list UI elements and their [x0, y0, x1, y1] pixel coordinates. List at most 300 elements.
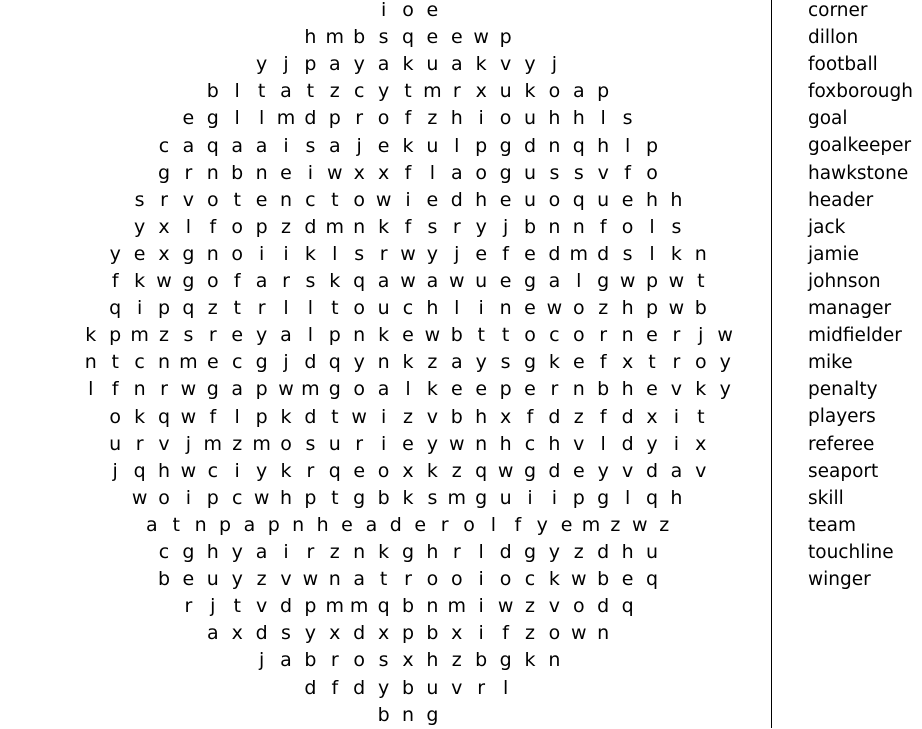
grid-letter: p — [645, 134, 659, 157]
grid-letter: w — [497, 595, 514, 618]
grid-letter: w — [253, 486, 270, 509]
grid-letter: r — [306, 459, 315, 482]
grid-letter: o — [353, 649, 365, 672]
grid-letter: g — [523, 459, 537, 482]
grid-letter: w — [619, 270, 636, 292]
grid-letter: m — [325, 595, 345, 618]
grid-letter: z — [403, 405, 413, 428]
grid-letter: t — [501, 324, 510, 347]
grid-letter: e — [133, 242, 146, 265]
grid-letter: s — [305, 134, 316, 157]
word-list-item: skill — [808, 487, 844, 509]
grid-letter: a — [572, 80, 585, 103]
grid-letter: p — [572, 486, 585, 509]
grid-letter: p — [267, 513, 280, 536]
grid-letter: w — [473, 26, 489, 49]
grid-letter: m — [325, 215, 345, 238]
grid-letter: h — [426, 541, 439, 563]
grid-letter: q — [109, 297, 122, 320]
grid-letter: r — [599, 324, 608, 347]
grid-letter: c — [524, 568, 536, 591]
grid-letter: k — [378, 541, 390, 563]
grid-letter: r — [306, 541, 315, 563]
grid-letter: n — [353, 541, 366, 563]
grid-letter: b — [401, 676, 415, 699]
grid-letter: b — [475, 649, 488, 672]
grid-letter: z — [281, 215, 291, 238]
grid-letter: r — [379, 242, 388, 265]
grid-letter: j — [502, 215, 509, 238]
grid-letter: n — [377, 351, 390, 374]
grid-letter: g — [182, 270, 195, 292]
grid-letter: p — [401, 622, 415, 645]
grid-letter: o — [377, 459, 390, 482]
grid-letter: d — [304, 405, 317, 428]
grid-letter: l — [283, 297, 289, 320]
grid-letter: k — [426, 378, 438, 401]
grid-letter: l — [600, 432, 606, 455]
grid-letter: i — [283, 242, 289, 265]
grid-letter: q — [206, 134, 219, 157]
grid-letter: o — [353, 378, 365, 401]
grid-letter: m — [569, 242, 589, 265]
grid-letter: t — [331, 188, 339, 211]
grid-letter: y — [426, 242, 439, 265]
grid-letter: y — [377, 80, 390, 103]
grid-letter: v — [451, 676, 463, 699]
grid-letter: d — [389, 513, 402, 536]
grid-letter: q — [572, 134, 585, 157]
grid-letter: y — [133, 215, 146, 238]
grid-letter: i — [380, 405, 387, 428]
word-list-item: players — [808, 406, 876, 428]
grid-letter: f — [599, 351, 607, 374]
word-list-item: hawkstone — [808, 162, 909, 184]
grid-letter: z — [525, 622, 535, 645]
grid-letter: a — [450, 53, 463, 76]
word-list-item: jamie — [808, 243, 860, 265]
grid-letter: n — [548, 649, 561, 672]
grid-letter: s — [573, 161, 584, 184]
grid-letter: g — [157, 161, 171, 184]
grid-letter: e — [621, 188, 634, 211]
grid-letter: z — [159, 324, 169, 347]
grid-letter: w — [180, 459, 197, 482]
grid-letter: f — [209, 215, 217, 238]
grid-letter: u — [377, 297, 390, 320]
grid-letter: b — [377, 486, 390, 509]
grid-letter: e — [475, 242, 488, 265]
grid-letter: s — [427, 215, 438, 238]
grid-letter: n — [255, 161, 268, 184]
grid-letter: y — [524, 53, 536, 76]
grid-letter: w — [180, 405, 197, 428]
grid-letter: e — [414, 513, 427, 536]
grid-letter: y — [377, 676, 390, 699]
grid-letter: d — [645, 459, 659, 482]
grid-letter: z — [659, 513, 670, 536]
grid-letter: p — [109, 324, 122, 347]
grid-letter: k — [524, 80, 536, 103]
grid-letter: m — [130, 324, 149, 347]
grid-letter: d — [597, 541, 610, 563]
grid-letter: l — [502, 676, 509, 699]
grid-letter: w — [424, 324, 441, 347]
grid-letter: h — [621, 541, 634, 563]
grid-letter: n — [328, 568, 341, 591]
grid-letter: j — [283, 53, 289, 76]
grid-letter: g — [255, 351, 268, 374]
grid-letter: l — [185, 215, 192, 238]
grid-letter: q — [133, 459, 146, 482]
grid-letter: p — [218, 513, 232, 536]
grid-letter: y — [255, 459, 268, 482]
grid-letter: e — [402, 324, 414, 347]
grid-letter: z — [427, 107, 438, 130]
grid-letter: n — [694, 242, 707, 265]
grid-letter: r — [452, 541, 461, 563]
grid-letter: r — [282, 270, 290, 292]
grid-letter: u — [645, 541, 659, 563]
grid-letter: y — [548, 541, 561, 563]
grid-letter: l — [332, 242, 338, 265]
grid-letter: s — [427, 486, 438, 509]
grid-letter: f — [526, 405, 534, 428]
grid-letter: y — [719, 351, 731, 374]
grid-letter: e — [377, 134, 390, 157]
grid-letter: o — [548, 622, 561, 645]
grid-letter: k — [134, 405, 146, 428]
grid-letter: u — [206, 568, 219, 591]
grid-letter: h — [670, 188, 683, 211]
grid-letter: p — [157, 297, 171, 320]
grid-letter: u — [328, 432, 341, 455]
grid-letter: x — [646, 405, 658, 428]
grid-letter: w — [449, 432, 465, 455]
grid-letter: l — [454, 134, 460, 157]
grid-letter: o — [499, 107, 512, 130]
grid-letter: l — [258, 107, 265, 130]
grid-letter: d — [304, 351, 317, 374]
grid-letter: f — [599, 215, 607, 238]
grid-letter: k — [548, 568, 560, 591]
grid-letter: i — [478, 595, 484, 618]
grid-letter: n — [353, 215, 366, 238]
grid-letter: w — [449, 270, 465, 292]
grid-letter: z — [329, 541, 340, 563]
grid-letter: b — [401, 595, 415, 618]
grid-letter: a — [206, 622, 219, 645]
grid-letter: a — [328, 134, 341, 157]
grid-letter: u — [523, 107, 537, 130]
grid-letter: b — [157, 568, 171, 591]
grid-letter: l — [234, 107, 240, 130]
grid-letter: w — [668, 297, 685, 320]
grid-letter: j — [283, 351, 289, 374]
word-list-item: touchline — [808, 541, 894, 563]
grid-letter: e — [426, 26, 439, 49]
grid-letter: a — [182, 134, 195, 157]
word-list-item: midfielder — [808, 325, 902, 347]
grid-letter: i — [283, 134, 289, 157]
grid-letter: e — [572, 459, 585, 482]
grid-letter: o — [280, 432, 292, 455]
grid-letter: m — [325, 26, 345, 49]
grid-letter: m — [252, 432, 271, 455]
grid-letter: c — [134, 351, 145, 374]
grid-letter: i — [527, 486, 533, 509]
grid-letter: w — [375, 188, 392, 211]
grid-letter: e — [280, 161, 292, 184]
grid-letter: r — [208, 324, 217, 347]
grid-letter: w — [546, 297, 563, 320]
grid-letter: b — [597, 568, 610, 591]
grid-letter: g — [523, 541, 537, 563]
grid-letter: z — [598, 297, 609, 320]
grid-letter: i — [478, 622, 484, 645]
grid-letter: d — [523, 134, 537, 157]
grid-letter: e — [353, 459, 366, 482]
grid-letter: e — [524, 242, 536, 265]
grid-letter: t — [233, 297, 241, 320]
grid-letter: e — [560, 513, 573, 536]
word-list-item: dillon — [808, 27, 859, 49]
grid-letter: v — [548, 595, 561, 618]
grid-letter: x — [621, 351, 634, 374]
grid-letter: w — [156, 270, 172, 292]
grid-letter: g — [426, 703, 439, 726]
grid-letter: r — [257, 297, 266, 320]
grid-letter: r — [404, 568, 412, 591]
grid-letter: d — [255, 622, 268, 645]
grid-letter: z — [525, 595, 535, 618]
grid-letter: t — [257, 80, 266, 103]
grid-letter: e — [341, 513, 353, 536]
word-list-item: referee — [808, 433, 875, 455]
grid-letter: q — [621, 595, 634, 618]
grid-letter: h — [426, 649, 439, 672]
grid-letter: w — [180, 378, 197, 401]
grid-letter: c — [207, 459, 219, 482]
grid-letter: n — [572, 215, 585, 238]
grid-letter: t — [172, 513, 180, 536]
grid-letter: d — [621, 432, 634, 455]
grid-letter: r — [550, 378, 559, 401]
grid-letter: c — [353, 80, 365, 103]
grid-letter: h — [475, 405, 488, 428]
grid-letter: s — [549, 161, 560, 184]
grid-letter: h — [621, 297, 634, 320]
grid-letter: i — [551, 486, 558, 509]
grid-letter: r — [672, 351, 681, 374]
grid-letter: l — [307, 297, 314, 320]
grid-letter: o — [109, 405, 121, 428]
grid-letter: f — [624, 161, 631, 184]
grid-letter: w — [327, 161, 343, 184]
grid-letter: i — [185, 486, 192, 509]
grid-letter: v — [255, 595, 268, 618]
grid-letter: t — [233, 188, 241, 211]
grid-letter: f — [209, 405, 217, 428]
grid-letter: b — [304, 649, 317, 672]
column-divider — [771, 0, 772, 728]
grid-letter: o — [426, 568, 439, 591]
grid-letter: d — [304, 215, 317, 238]
grid-letter: o — [572, 324, 585, 347]
grid-letter: g — [328, 378, 341, 401]
grid-letter: w — [351, 405, 367, 428]
grid-letter: z — [232, 432, 243, 455]
grid-letter: u — [109, 432, 122, 455]
grid-letter: w — [632, 513, 648, 536]
grid-letter: h — [548, 107, 561, 130]
grid-letter: i — [380, 432, 387, 455]
grid-letter: i — [136, 297, 143, 320]
grid-letter: f — [502, 242, 509, 265]
grid-letter: i — [478, 568, 484, 591]
grid-letter: e — [475, 378, 488, 401]
grid-letter: p — [328, 107, 341, 130]
grid-letter: o — [548, 80, 561, 103]
grid-letter: f — [111, 270, 119, 292]
grid-letter: f — [514, 513, 522, 536]
grid-letter: n — [292, 513, 305, 536]
grid-letter: p — [475, 134, 488, 157]
grid-letter: n — [572, 378, 585, 401]
grid-letter: r — [440, 513, 449, 536]
grid-letter: u — [426, 676, 439, 699]
grid-letter: w — [717, 324, 733, 347]
grid-letter: q — [401, 26, 415, 49]
grid-letter: x — [475, 80, 487, 103]
grid-letter: j — [356, 134, 362, 157]
grid-letter: u — [523, 161, 537, 184]
grid-letter: x — [353, 161, 365, 184]
grid-letter: g — [182, 541, 195, 563]
grid-letter: b — [597, 378, 610, 401]
grid-letter: x — [158, 242, 170, 265]
grid-letter: c — [402, 297, 414, 320]
grid-letter: i — [673, 405, 680, 428]
grid-letter: l — [454, 297, 460, 320]
grid-letter: g — [182, 242, 195, 265]
grid-letter: k — [402, 486, 414, 509]
grid-letter: m — [581, 513, 601, 536]
grid-letter: a — [450, 351, 463, 374]
grid-letter: c — [305, 188, 316, 211]
grid-letter: o — [548, 188, 561, 211]
grid-letter: g — [475, 486, 488, 509]
grid-letter: e — [646, 324, 658, 347]
grid-letter: h — [157, 459, 171, 482]
word-list-item: manager — [808, 298, 892, 320]
grid-letter: y — [646, 432, 658, 455]
grid-letter: n — [206, 161, 219, 184]
grid-letter: b — [426, 622, 439, 645]
grid-letter: o — [158, 486, 170, 509]
grid-letter: s — [622, 242, 633, 265]
grid-letter: n — [597, 622, 610, 645]
grid-letter: m — [203, 432, 223, 455]
grid-letter: x — [451, 622, 463, 645]
grid-letter: w — [571, 622, 587, 645]
grid-letter: t — [404, 80, 412, 103]
grid-letter: a — [377, 53, 390, 76]
grid-letter: y — [304, 622, 317, 645]
grid-letter: k — [670, 242, 682, 265]
grid-letter: n — [157, 351, 171, 374]
grid-letter: y — [475, 215, 487, 238]
grid-letter: e — [450, 378, 463, 401]
grid-letter: g — [401, 541, 415, 563]
grid-letter: n — [279, 188, 293, 211]
grid-letter: m — [447, 595, 467, 618]
grid-letter: x — [329, 622, 341, 645]
grid-letter: t — [233, 595, 241, 618]
grid-letter: d — [304, 676, 317, 699]
grid-letter: y — [719, 378, 731, 401]
grid-letter: j — [112, 459, 118, 482]
grid-letter: i — [258, 242, 265, 265]
grid-letter: w — [278, 378, 294, 401]
grid-letter: o — [206, 270, 219, 292]
grid-letter: g — [499, 161, 512, 184]
grid-letter: t — [379, 568, 388, 591]
grid-letter: p — [645, 270, 659, 292]
grid-letter: k — [378, 215, 390, 238]
grid-letter: g — [499, 649, 512, 672]
grid-letter: v — [621, 459, 634, 482]
word-list-item: jack — [808, 216, 846, 238]
grid-letter: v — [280, 568, 292, 591]
grid-letter: e — [206, 351, 219, 374]
grid-letter: h — [426, 297, 439, 320]
grid-letter: t — [477, 324, 485, 347]
grid-letter: f — [599, 405, 607, 428]
grid-letter: b — [377, 703, 390, 726]
grid-letter: i — [478, 107, 484, 130]
grid-letter: p — [645, 297, 659, 320]
grid-letter: t — [648, 351, 656, 374]
grid-letter: l — [490, 513, 497, 536]
grid-letter: v — [573, 432, 585, 455]
grid-letter: c — [231, 486, 243, 509]
grid-letter: k — [85, 324, 97, 347]
grid-letter: r — [160, 188, 168, 211]
grid-letter: r — [452, 80, 461, 103]
grid-letter: i — [673, 432, 680, 455]
grid-letter: n — [353, 324, 366, 347]
grid-letter: o — [231, 242, 243, 265]
grid-letter: j — [454, 242, 460, 265]
grid-letter: e — [426, 0, 439, 21]
grid-letter: z — [610, 513, 621, 536]
grid-letter: a — [255, 270, 268, 292]
grid-letter: c — [549, 324, 560, 347]
grid-letter: e — [499, 270, 512, 292]
grid-letter: q — [182, 297, 195, 320]
grid-letter: t — [697, 405, 705, 428]
grid-letter: f — [331, 676, 339, 699]
grid-letter: g — [353, 486, 366, 509]
grid-letter: o — [402, 0, 414, 21]
grid-letter: c — [158, 134, 170, 157]
grid-letter: k — [280, 459, 292, 482]
grid-letter: v — [499, 53, 512, 76]
grid-letter: o — [463, 513, 475, 536]
grid-letter: f — [502, 622, 509, 645]
grid-letter: a — [353, 568, 366, 591]
